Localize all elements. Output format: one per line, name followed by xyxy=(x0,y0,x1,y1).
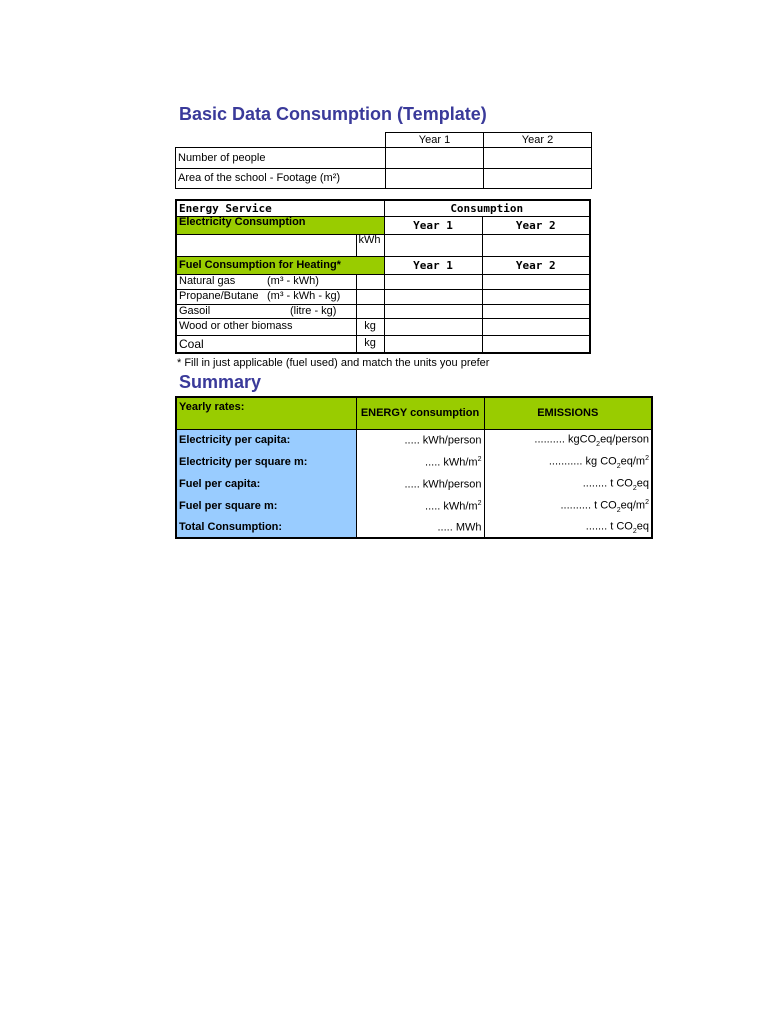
yearly-rates-header: Yearly rates: xyxy=(176,397,356,429)
fuel-year1-header: Year 1 xyxy=(384,256,482,274)
energy-table xyxy=(175,199,591,354)
fuel-unit-cell xyxy=(356,304,384,318)
input-cell[interactable] xyxy=(386,169,484,189)
fuel-wood: Wood or other biomass xyxy=(176,318,356,335)
fuel-unit-cell xyxy=(356,274,384,289)
input-cell[interactable] xyxy=(482,234,590,256)
emission-value: ........ t $CO_2eq$ xyxy=(484,473,652,495)
emission-value: .......... t $CO_2eq/m^2$ xyxy=(484,495,652,517)
emission-value: .......... kgCO$_2$eq/person xyxy=(484,429,652,451)
fuel-year2-header: Year 2 xyxy=(482,256,590,274)
row-label-people: Number of people xyxy=(176,148,386,169)
input-cell[interactable] xyxy=(482,318,590,335)
input-cell[interactable] xyxy=(384,234,482,256)
summary-title: Summary xyxy=(179,372,262,392)
summary-label-fuel-sqm: Fuel per square m: xyxy=(176,495,356,517)
fuel-gasoil: Gasoil (litre - kg) xyxy=(176,304,356,318)
year1-header: Year 1 xyxy=(386,133,484,148)
summary-label-total: Total Consumption: xyxy=(176,517,356,538)
input-cell[interactable] xyxy=(484,148,592,169)
fuel-unit-cell xyxy=(356,289,384,304)
emission-value: ........... kg $CO_2eq/m^2$ xyxy=(484,451,652,473)
consumption-header: Consumption xyxy=(384,200,590,216)
input-cell[interactable] xyxy=(482,304,590,318)
input-cell[interactable] xyxy=(384,335,482,353)
fuel-natural-gas: Natural gas (m³ - kWh) xyxy=(176,274,356,289)
input-cell[interactable] xyxy=(384,304,482,318)
kwh-unit: kWh xyxy=(356,234,384,256)
basic-data-table xyxy=(175,132,592,189)
blank-cell xyxy=(176,133,386,148)
input-cell[interactable] xyxy=(384,318,482,335)
input-cell[interactable] xyxy=(384,274,482,289)
energy-value: ..... kWh/$m^2$ xyxy=(356,495,484,517)
input-cell[interactable] xyxy=(484,169,592,189)
input-cell[interactable] xyxy=(482,274,590,289)
page-title: Basic Data Consumption (Template) xyxy=(179,104,487,124)
summary-label-elec-capita: Electricity per capita: xyxy=(176,429,356,451)
energy-service-header: Energy Service xyxy=(176,200,384,216)
input-cell[interactable] xyxy=(482,289,590,304)
input-cell[interactable] xyxy=(386,148,484,169)
energy-value: ..... kWh/person xyxy=(356,473,484,495)
emissions-header: EMISSIONS xyxy=(484,397,652,429)
row-label-area: Area of the school - Footage (m²) xyxy=(176,169,386,189)
fuel-label: Fuel Consumption for Heating* xyxy=(176,256,384,274)
summary-label-elec-sqm: Electricity per square m: xyxy=(176,451,356,473)
electricity-input-label xyxy=(176,234,356,256)
fill-note: * Fill in just applicable (fuel used) and match the units you prefer xyxy=(177,357,490,369)
input-cell[interactable] xyxy=(384,289,482,304)
fuel-unit-kg: kg xyxy=(356,335,384,353)
fuel-unit-kg: kg xyxy=(356,318,384,335)
fuel-coal: Coal xyxy=(176,335,356,353)
summary-label-fuel-capita: Fuel per capita: xyxy=(176,473,356,495)
energy-header: ENERGY consumption xyxy=(356,397,484,429)
energy-value: ..... MWh xyxy=(356,517,484,538)
summary-table xyxy=(175,396,653,539)
emission-value: ....... t $CO_2eq$ xyxy=(484,517,652,538)
fuel-propane: Propane/Butane (m³ - kWh - kg) xyxy=(176,289,356,304)
input-cell[interactable] xyxy=(482,335,590,353)
elec-year1-header: Year 1 xyxy=(384,216,482,234)
electricity-label: Electricity Consumption xyxy=(176,216,384,234)
energy-value: ..... kWh/$m^2$ xyxy=(356,451,484,473)
elec-year2-header: Year 2 xyxy=(482,216,590,234)
year2-header: Year 2 xyxy=(484,133,592,148)
energy-value: ..... kWh/person xyxy=(356,429,484,451)
